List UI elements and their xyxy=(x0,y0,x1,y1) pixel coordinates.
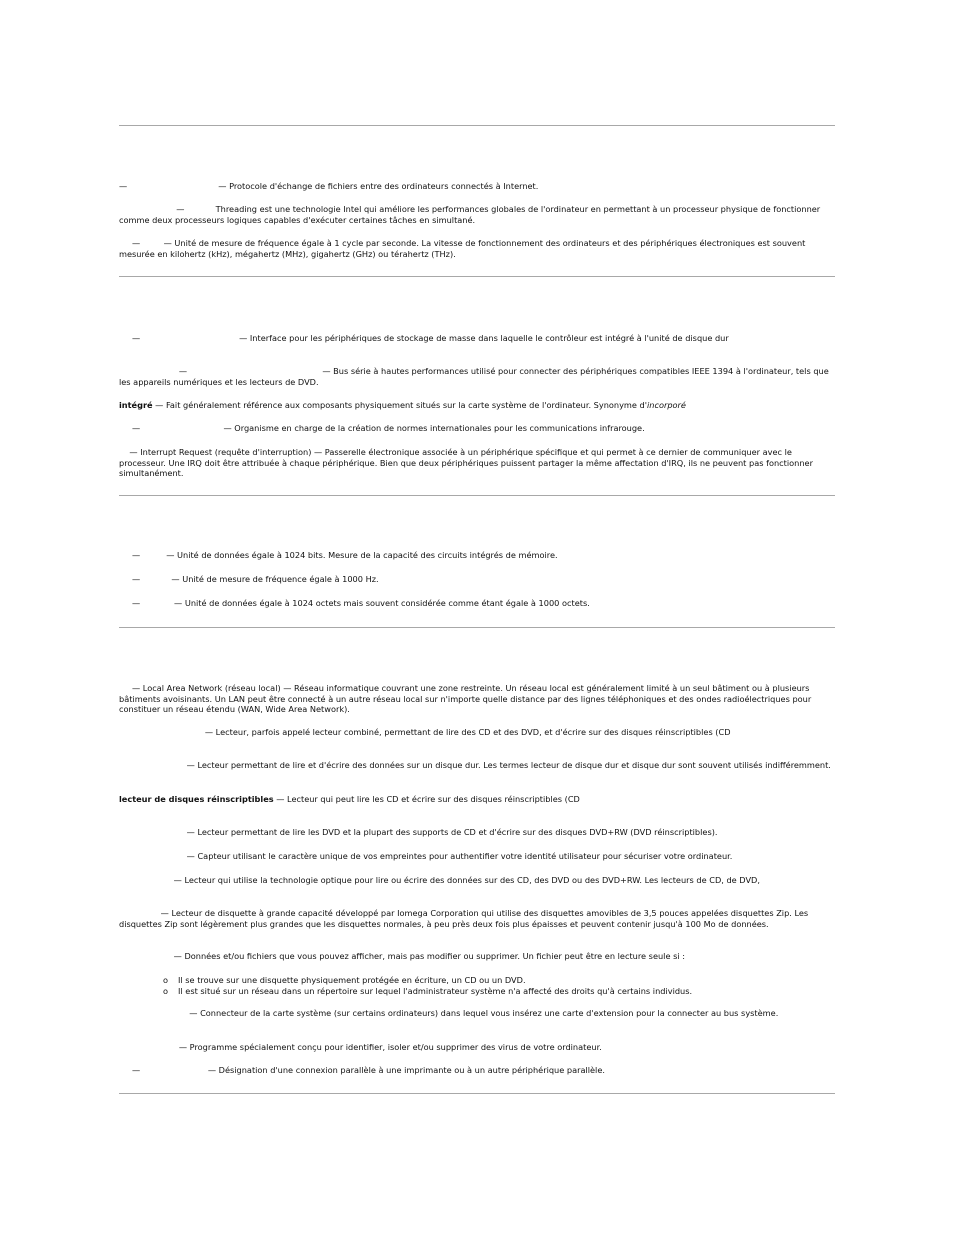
glossary-term: intégré xyxy=(119,400,153,410)
glossary-definition: — Fait généralement référence aux composants physiquement situés sur la carte système de l'ordinateur. Synonyme d' xyxy=(152,400,647,410)
glossary-entry: — Capteur utilisant le caractère unique de vos empreintes pour authentifier votre identité utilisateur pour sécuriser votre ordinateur. xyxy=(119,851,733,861)
glossary-entry xyxy=(119,794,835,805)
bullet-icon: o xyxy=(163,975,169,985)
glossary-synonym: incorporé xyxy=(647,400,686,410)
glossary-entry: — Threading est une technologie Intel qui améliore les performances globales de l'ordinateur en permettant à un processeur physique de fonctionner comme deux processeurs logiques capables d'exécuter certaines tâches en simultané. xyxy=(119,204,823,225)
glossary-entry: — Lecteur qui utilise la technologie optique pour lire ou écrire des données sur des CD, des DVD ou des DVD+RW. Les lecteurs de CD, de DVD, xyxy=(119,875,760,885)
glossary-entry: — — Unité de mesure de fréquence égale à 1 cycle par seconde. La vitesse de fonctionnement des ordinateurs et des périphériques électroniques est souvent mesurée en kilohertz (kHz), mégahertz (MHz), gigahertz (GHz) ou térahertz (THz). xyxy=(119,238,808,259)
glossary-entry: — — Unité de données égale à 1024 octets mais souvent considérée comme étant égale à 1000 octets. xyxy=(119,598,590,608)
glossary-entry: — — Organisme en charge de la création de normes internationales pour les communications infrarouge. xyxy=(119,423,645,433)
list-item: o Il se trouve sur une disquette physiquement protégée en écriture, un CD ou un DVD. xyxy=(163,975,526,985)
glossary-entry: — Local Area Network (réseau local) — Réseau informatique couvrant une zone restreinte. Un réseau local est généralement limité à un seul bâtiment ou à plusieurs bâtiments avoisinants. Un LAN peut être connecté à un autre réseau local sur n'importe quelle distance par des lignes téléphoniques et des ondes radioélectriques pour constituer un réseau étendu (WAN, Wide Area Network). xyxy=(119,683,814,714)
section-divider xyxy=(119,495,835,496)
glossary-entry: — Interrupt Request (requête d'interruption) — Passerelle électronique associée à un périphérique spécifique et qui permet à ce dernier de communiquer avec le processeur. Une IRQ doit être attribuée à chaque périphérique. Bien que deux périphériques puissent partager la même affectation d'IRQ, ils ne peuvent pas fonctionner simultanément. xyxy=(119,447,816,478)
glossary-entry: — Programme spécialement conçu pour identifier, isoler et/ou supprimer des virus de votre ordinateur. xyxy=(119,1042,602,1052)
glossary-entry: — — Unité de mesure de fréquence égale à 1000 Hz. xyxy=(119,574,379,584)
glossary-entry xyxy=(119,400,835,411)
glossary-definition: — Lecteur qui peut lire les CD et écrire sur des disques réinscriptibles (CD xyxy=(273,794,580,804)
glossary-entry: — Connecteur de la carte système (sur certains ordinateurs) dans lequel vous insérez une carte d'extension pour la connecter au bus système. xyxy=(119,1008,779,1018)
section-divider xyxy=(119,1093,835,1094)
glossary-entry: — Lecteur permettant de lire et d'écrire des données sur un disque dur. Les termes lecteur de disque dur et disque dur sont souvent utilisés indifféremment. xyxy=(119,760,831,770)
bullet-list xyxy=(163,975,692,996)
glossary-entry: — — Unité de données égale à 1024 bits. Mesure de la capacité des circuits intégrés de mémoire. xyxy=(119,550,558,560)
list-item: o Il est situé sur un réseau dans un répertoire sur lequel l'administrateur système n'a affecté des droits qu'à certains individus. xyxy=(163,985,693,996)
glossary-entry: — Lecteur de disquette à grande capacité développé par Iomega Corporation qui utilise des disquettes amovibles de 3,5 pouces appelées disquettes Zip. Les disquettes Zip sont légèrement plus grandes que les disquettes normales, à peu près deux fois plus épaisses et peuvent contenir jusqu'à 100 Mo de données. xyxy=(119,908,811,929)
glossary-term: lecteur de disques réinscriptibles xyxy=(119,794,274,804)
glossary-entry: — Lecteur, parfois appelé lecteur combiné, permettant de lire des CD et des DVD, et d'écrire sur des disques réinscriptibles (CD xyxy=(119,727,731,737)
section-divider xyxy=(119,276,835,277)
glossary-entry: — Lecteur permettant de lire les DVD et la plupart des supports de CD et d'écrire sur des disques DVD+RW (DVD réinscriptibles). xyxy=(119,827,718,837)
glossary-entry: — Données et/ou fichiers que vous pouvez afficher, mais pas modifier ou supprimer. Un fichier peut être en lecture seule si : xyxy=(119,951,685,961)
glossary-entry: — — Protocole d'échange de fichiers entre des ordinateurs connectés à Internet. xyxy=(119,181,539,191)
bullet-icon: o xyxy=(163,985,169,996)
glossary-entry: — — Bus série à hautes performances utilisé pour connecter des périphériques compatibles IEEE 1394 à l'ordinateur, tels que les appareils numériques et les lecteurs de DVD. xyxy=(119,366,832,387)
glossary-entry: — — Désignation d'une connexion parallèle à une imprimante ou à un autre périphérique parallèle. xyxy=(119,1065,605,1075)
section-divider xyxy=(119,627,835,628)
section-divider xyxy=(119,125,835,126)
glossary-entry: — — Interface pour les périphériques de stockage de masse dans laquelle le contrôleur est intégré à l'unité de disque dur xyxy=(119,333,729,343)
